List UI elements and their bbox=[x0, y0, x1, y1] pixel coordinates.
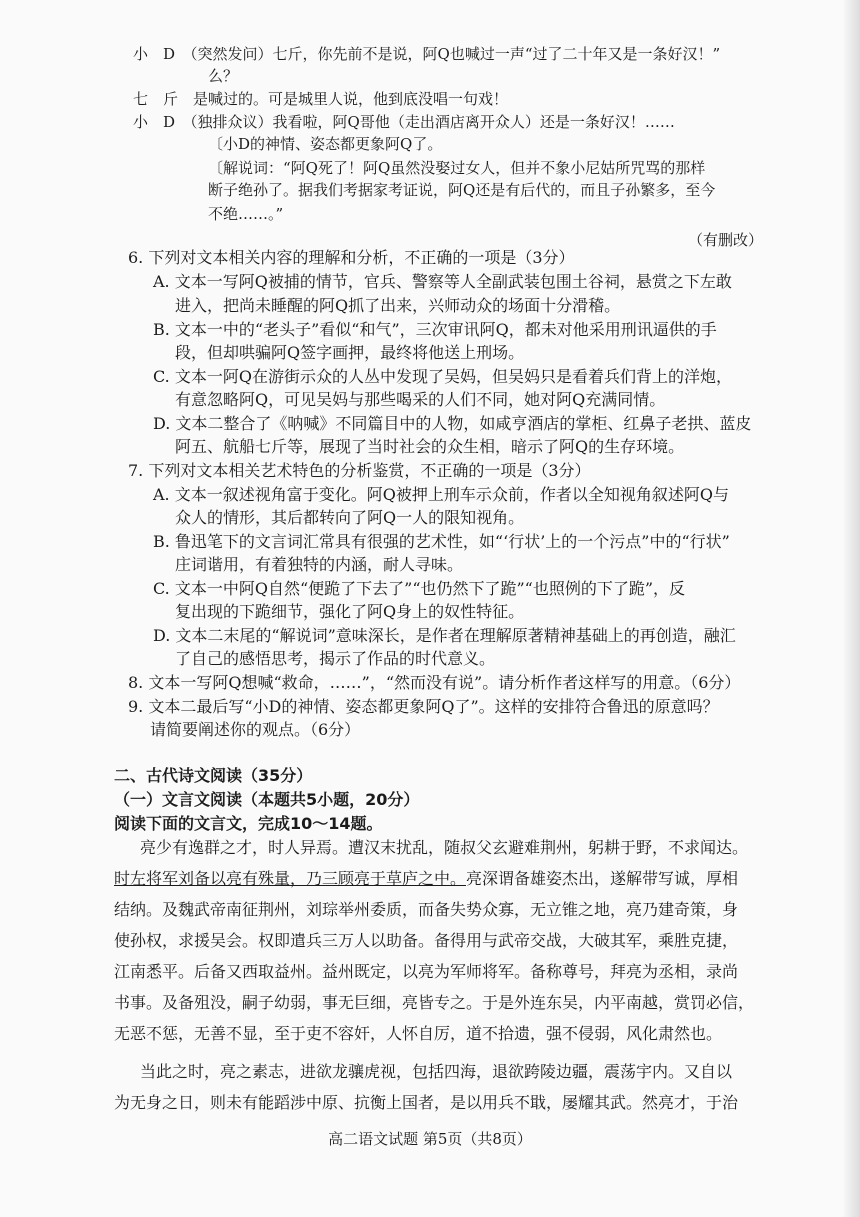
q7-option-a-line2: 众人的情形，其后都转向了阿Q一人的限知视角。 bbox=[175, 508, 525, 527]
q7-option-c-line1: C. 文本一中阿Q自然“便跪了下去了”“也仍然下了跪”“也照例的下了跪”，反 bbox=[153, 579, 686, 598]
script-line-7: 断子绝孙了。据我们考据家考证说，阿Q还是有后代的，而且子孙繁多，至今 bbox=[208, 181, 716, 199]
question-7-stem: 7. 下列对文本相关艺术特色的分析鉴赏，不正确的一项是（3分） bbox=[128, 461, 591, 480]
script-line-4: 小 D （独排众议）我看啦，阿Q哥他（走出酒店离开众人）还是一条好汉！…… bbox=[133, 113, 675, 131]
passage-line-2 bbox=[114, 869, 738, 889]
script-line-5: 〔小D的神情、姿态都更象阿Q了。 bbox=[208, 135, 443, 153]
reading-instruction: 阅读下面的文言文，完成10～14题。 bbox=[114, 814, 383, 833]
section-2-title: 二、古代诗文阅读（35分） bbox=[114, 766, 313, 785]
q7-option-c-line2: 复出现的下跪细节，强化了阿Q身上的奴性特征。 bbox=[175, 602, 525, 621]
script-line-2: 么？ bbox=[208, 67, 239, 85]
q6-option-b-line2: 段，但却哄骗阿Q签字画押，最终将他送上刑场。 bbox=[175, 343, 525, 362]
script-line-6: 〔解说词：“阿Q死了！阿Q虽然没娶过女人，但并不象小尼姑所咒骂的那样 bbox=[208, 159, 706, 177]
q7-option-b-line2: 庄词谐用，有着独特的内涵，耐人寻味。 bbox=[175, 555, 464, 574]
q6-option-a-line2: 进入，把尚未睡醒的阿Q抓了出来，兴师动众的场面十分滑稽。 bbox=[175, 296, 621, 315]
passage-line-8: 当此之时，亮之素志，进欲龙骧虎视，包括四海，退欲跨陵边疆，震荡宇内。又自以 bbox=[140, 1062, 733, 1081]
q7-option-d-line1: D. 文本二末尾的“解说词”意味深长，是作者在理解原著精神基础上的再创造，融汇 bbox=[153, 626, 736, 645]
underlined-sentence: 时左将军刘备以亮有殊量，乃三顾亮于草庐之中。 bbox=[114, 869, 467, 888]
passage-line-6: 书事。及备殂没，嗣子幼弱，事无巨细，亮皆专之。于是外连东吴，内平南越，赏罚必信， bbox=[114, 993, 755, 1012]
q6-option-b-line1: B. 文本一中的“老头子”看似“和气”，三次审讯阿Q，都未对他采用刑讯逼供的手 bbox=[153, 320, 717, 339]
script-line-8: 不绝……。” bbox=[208, 205, 284, 223]
passage-line-3: 结纳。及魏武帝南征荆州，刘琮举州委质，而备失势众寡，无立锥之地，亮乃建奇策，身 bbox=[114, 900, 739, 919]
page-footer: 高二语文试题 第5页（共8页） bbox=[328, 1130, 532, 1148]
q6-option-c-line1: C. 文本一阿Q在游街示众的人丛中发现了吴妈，但吴妈只是看着兵们背上的洋炮， bbox=[153, 367, 732, 386]
question-9-line1: 9. 文本二最后写“小D的神情、姿态都更象阿Q了”。这样的安排符合鲁迅的原意吗？ bbox=[128, 697, 719, 716]
q6-option-a-line1: A. 文本一写阿Q被捕的情节，官兵、警察等人全副武装包围土谷祠，悬赏之下左敢 bbox=[153, 272, 732, 291]
question-6-stem: 6. 下列对文本相关内容的理解和分析，不正确的一项是（3分） bbox=[128, 248, 575, 267]
q6-option-c-line2: 有意忽略阿Q，可见吴妈与那些喝采的人们不同，她对阿Q充满同情。 bbox=[175, 390, 666, 409]
passage-line-5: 江南悉平。后备又西取益州。益州既定，以亮为军师将军。备称尊号，拜亮为丞相，录尚 bbox=[114, 962, 739, 981]
passage-line-9: 为无身之日，则未有能蹈涉中原、抗衡上国者，是以用兵不戢，屡耀其武。然亮才，于治 bbox=[114, 1093, 739, 1112]
q6-option-d-line1: D. 文本二整合了《呐喊》不同篇目中的人物，如咸亨酒店的掌柜、红鼻子老拱、蓝皮 bbox=[153, 414, 752, 433]
passage-line-2-rest: 亮深谓备雄姿杰出，遂解带写诚，厚相 bbox=[466, 869, 739, 888]
page-edge-shadow bbox=[842, 0, 860, 1217]
q7-option-d-line2: 了自己的感悟思考，揭示了作品的时代意义。 bbox=[175, 649, 496, 668]
question-8: 8. 文本一写阿Q想喊“救命，……”，“然而没有说”。请分析作者这样写的用意。（6分） bbox=[128, 673, 741, 692]
script-line-1: 小 D （突然发问）七斤，你先前不是说，阿Q也喊过一声“过了二十年又是一条好汉！” bbox=[133, 45, 721, 63]
q7-option-b-line1: B. 鲁迅笔下的文言词汇常具有很强的艺术性，如“‘行状’上的一个污点”中的“行状” bbox=[153, 532, 730, 551]
source-note: （有删改） bbox=[688, 231, 764, 249]
subsection-title: （一）文言文阅读（本题共5小题，20分） bbox=[114, 790, 420, 809]
passage-line-4: 使孙权，求援吴会。权即遣兵三万人以助备。备得用与武帝交战，大破其军，乘胜克捷， bbox=[114, 931, 739, 950]
script-line-3: 七 斤 是喊过的。可是城里人说，他到底没唱一句戏！ bbox=[133, 90, 509, 108]
q7-option-a-line1: A. 文本一叙述视角富于变化。阿Q被押上刑车示众前，作者以全知视角叙述阿Q与 bbox=[153, 485, 729, 504]
passage-line-7: 无恶不惩，无善不显，至于吏不容奸，人怀自厉，道不拾遗，强不侵弱，风化肃然也。 bbox=[114, 1024, 723, 1043]
q6-option-d-line2: 阿五、航船七斤等，展现了当时社会的众生相，暗示了阿Q的生存环境。 bbox=[175, 437, 685, 456]
question-9-line2: 请简要阐述你的观点。（6分） bbox=[150, 720, 361, 739]
passage-line-1: 亮少有逸群之才，时人异焉。遭汉末扰乱，随叔父玄避难荆州，躬耕于野，不求闻达。 bbox=[140, 838, 749, 857]
